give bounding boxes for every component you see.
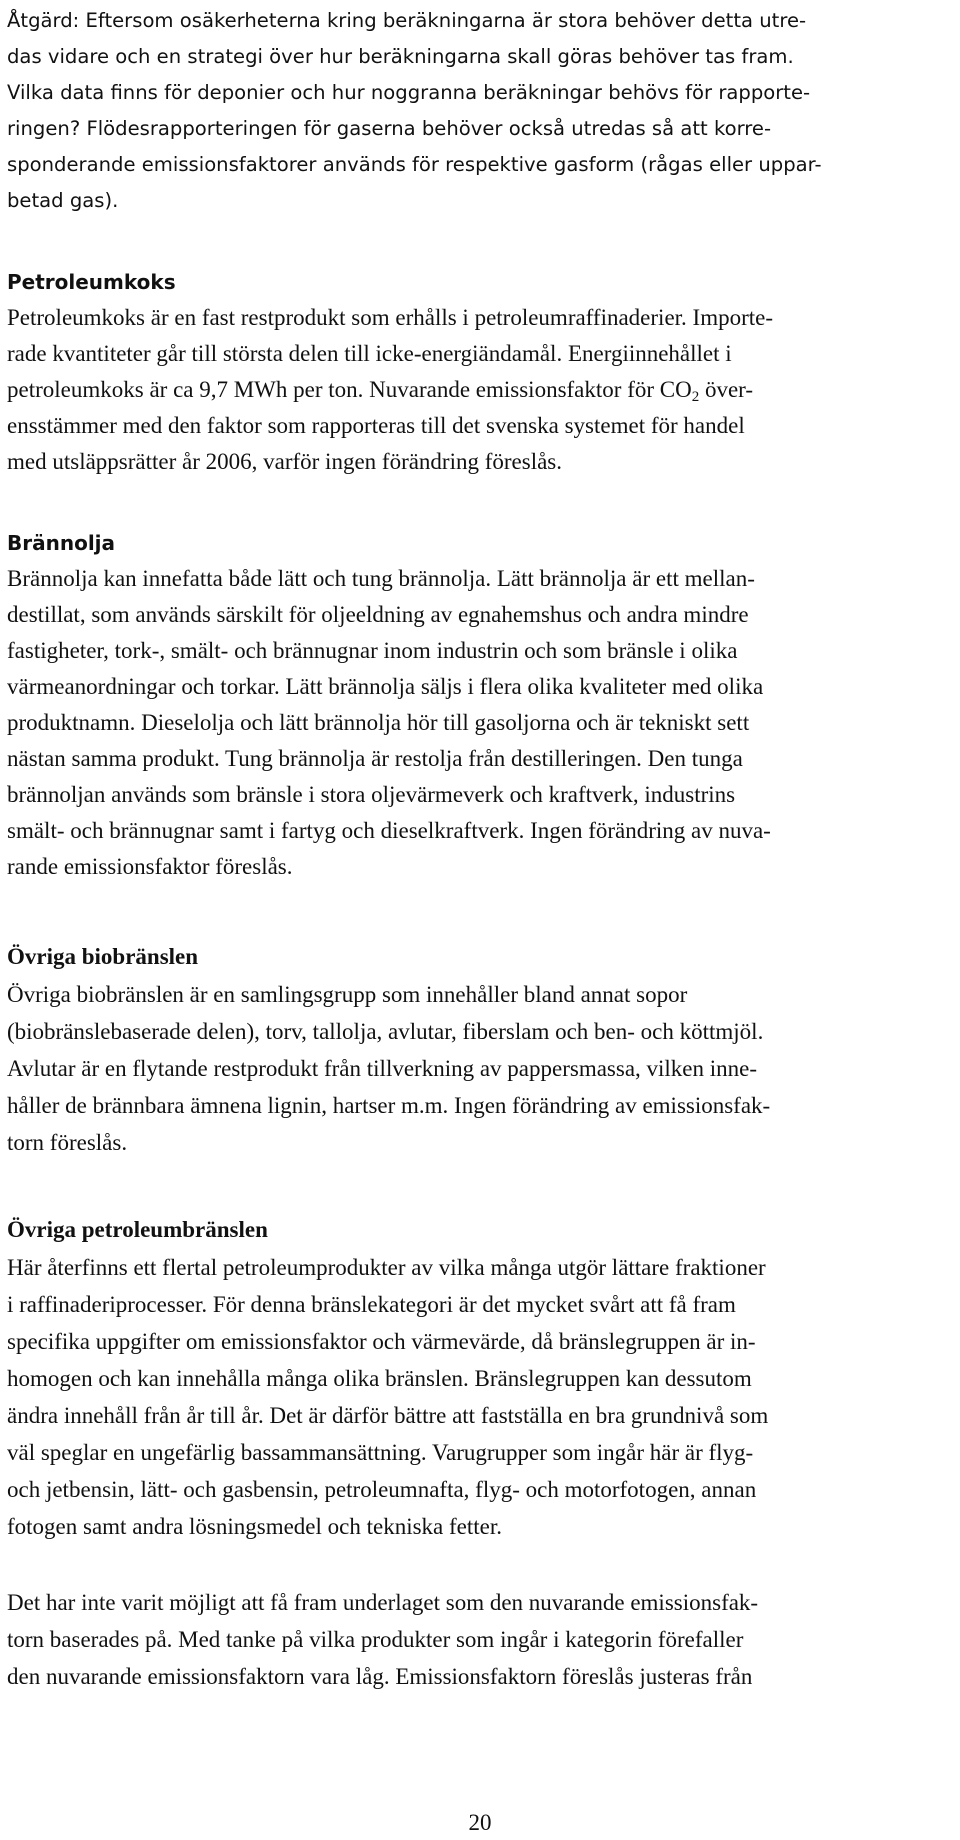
- petroleumkoks-line: ensstämmer med den faktor som rapporteras till det svenska systemet för handel: [7, 413, 745, 438]
- brannolja-line: värmeanordningar och torkar. Lätt brännolja säljs i flera olika kvaliteter med olika: [7, 674, 764, 699]
- petroleumkoks-line: rade kvantiteter går till största delen till icke-energiändamål. Energiinnehållet i: [7, 341, 732, 366]
- page-number: 20: [468, 1810, 492, 1835]
- intro-line: betad gas).: [7, 189, 119, 212]
- ovriga-petroleumbranslen-line: specifika uppgifter om emissionsfaktor och värmevärde, då bränslegruppen är in-: [7, 1329, 756, 1354]
- section-heading-ovriga-biobranslen: Övriga biobränslen: [7, 944, 199, 969]
- closing-line: den nuvarande emissionsfaktorn vara låg. Emissionsfaktorn föreslås justeras från: [7, 1664, 753, 1689]
- ovriga-biobranslen-line: Övriga biobränslen är en samlingsgrupp som innehåller bland annat sopor: [7, 982, 688, 1007]
- brannolja-line: fastigheter, tork-, smält- och brännugnar inom industrin och som bränsle i olika: [7, 638, 738, 663]
- brannolja-line: destillat, som används särskilt för oljeeldning av egnahemshus och andra mindre: [7, 602, 749, 627]
- section-heading-ovriga-petroleumbranslen: Övriga petroleumbränslen: [7, 1217, 268, 1242]
- section-heading-petroleumkoks: Petroleumkoks: [7, 270, 176, 294]
- ovriga-biobranslen-line: Avlutar är en flytande restprodukt från tillverkning av pappersmassa, vilken inne-: [7, 1056, 758, 1081]
- petroleumkoks-line: Petroleumkoks är en fast restprodukt som erhålls i petroleumraffinaderier. Importe-: [7, 305, 774, 330]
- ovriga-petroleumbranslen-line: fotogen samt andra lösningsmedel och tekniska fetter.: [7, 1514, 503, 1539]
- ovriga-petroleumbranslen-line: ändra innehåll från år till år. Det är därför bättre att fastställa en bra grundnivå som: [7, 1403, 769, 1428]
- brannolja-line: smält- och brännugnar samt i fartyg och dieselkraftverk. Ingen förändring av nuva-: [7, 818, 771, 843]
- petroleumkoks-line: med utsläppsrätter år 2006, varför ingen förändring föreslås.: [7, 449, 563, 474]
- ovriga-petroleumbranslen-line: och jetbensin, lätt- och gasbensin, petroleumnafta, flyg- och motorfotogen, annan: [7, 1477, 757, 1502]
- co2-subscript: 2: [691, 389, 700, 405]
- brannolja-line: rande emissionsfaktor föreslås.: [7, 854, 293, 879]
- intro-line: ringen? Flödesrapporteringen för gaserna behöver också utredas så att korre-: [7, 117, 772, 140]
- ovriga-petroleumbranslen-line: väl speglar en ungefärlig bassammansättning. Varugrupper som ingår här är flyg-: [7, 1440, 754, 1465]
- intro-line: das vidare och en strategi över hur beräkningarna skall göras behöver tas fram.: [7, 45, 794, 68]
- intro-line: sponderande emissionsfaktorer används för respektive gasform (rågas eller uppar-: [7, 153, 822, 176]
- closing-line: Det har inte varit möjligt att få fram underlaget som den nuvarande emissionsfak-: [7, 1590, 759, 1615]
- ovriga-biobranslen-line: (biobränslebaserade delen), torv, tallolja, avlutar, fiberslam och ben- och köttmjöl.: [7, 1019, 764, 1044]
- petroleumkoks-line-continuation: över-: [699, 377, 754, 402]
- intro-line: Vilka data finns för deponier och hur noggranna beräkningar behövs för rapporte-: [7, 81, 811, 104]
- brannolja-line: brännoljan används som bränsle i stora oljevärmeverk och kraftverk, industrins: [7, 782, 736, 807]
- ovriga-petroleumbranslen-line: Här återfinns ett flertal petroleumprodukter av vilka många utgör lättare fraktioner: [7, 1255, 766, 1280]
- ovriga-biobranslen-line: håller de brännbara ämnena lignin, hartser m.m. Ingen förändring av emissionsfak-: [7, 1093, 771, 1118]
- petroleumkoks-line-co2: [7, 372, 753, 408]
- ovriga-biobranslen-line: torn föreslås.: [7, 1130, 128, 1155]
- closing-line: torn baserades på. Med tanke på vilka produkter som ingår i kategorin förefaller: [7, 1627, 744, 1652]
- ovriga-petroleumbranslen-line: i raffinaderiprocesser. För denna bränslekategori är det mycket svårt att få fram: [7, 1292, 736, 1317]
- ovriga-petroleumbranslen-line: homogen och kan innehålla många olika bränslen. Bränslegruppen kan dessutom: [7, 1366, 752, 1391]
- petroleumkoks-line-text: petroleumkoks är ca 9,7 MWh per ton. Nuvarande emissionsfaktor för CO: [7, 377, 692, 402]
- brannolja-line: produktnamn. Dieselolja och lätt brännolja hör till gasoljorna och är tekniskt sett: [7, 710, 750, 735]
- section-heading-brannolja: Brännolja: [7, 531, 116, 555]
- brannolja-line: Brännolja kan innefatta både lätt och tung brännolja. Lätt brännolja är ett mellan-: [7, 566, 755, 591]
- intro-line: Åtgärd: Eftersom osäkerheterna kring beräkningarna är stora behöver detta utre-: [7, 9, 807, 32]
- brannolja-line: nästan samma produkt. Tung brännolja är restolja från destilleringen. Den tunga: [7, 746, 743, 771]
